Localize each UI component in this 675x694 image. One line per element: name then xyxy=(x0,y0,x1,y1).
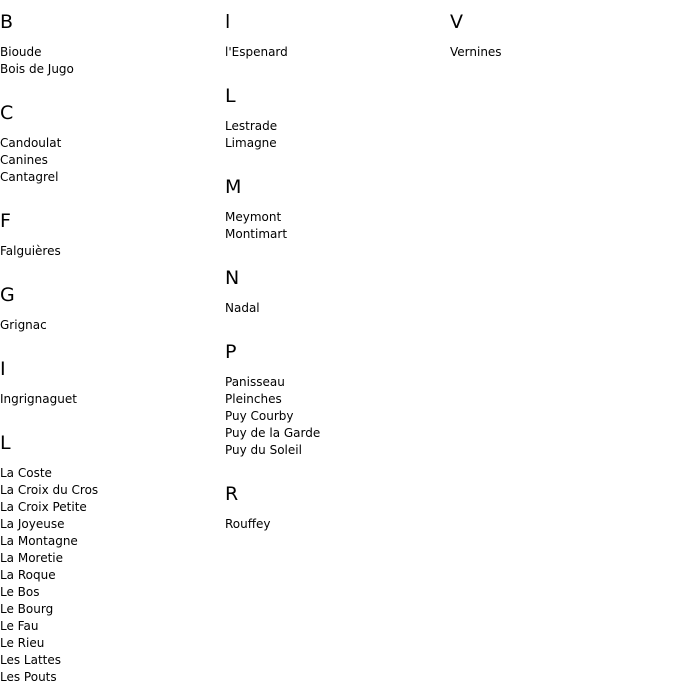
letter-heading: G xyxy=(0,284,15,306)
place-list xyxy=(225,300,450,317)
place-name[interactable]: Vernines xyxy=(450,45,502,59)
letter-heading: P xyxy=(225,341,237,363)
place-name[interactable]: Le Rieu xyxy=(0,636,45,650)
group-spacer xyxy=(0,260,225,281)
place-name[interactable]: La Moretie xyxy=(0,551,64,565)
place-list xyxy=(0,44,225,78)
place-name[interactable]: l'Espenard xyxy=(225,45,288,59)
place-list xyxy=(225,374,450,459)
group-spacer xyxy=(225,152,450,173)
letter-group xyxy=(225,173,450,243)
group-spacer xyxy=(225,61,450,82)
place-list xyxy=(225,44,450,61)
letter-group xyxy=(0,355,225,408)
letter-group xyxy=(0,207,225,260)
place-name[interactable]: Puy du Soleil xyxy=(225,443,302,457)
letter-heading: I xyxy=(0,358,6,380)
place-name[interactable]: La Croix Petite xyxy=(0,500,87,514)
letter-group xyxy=(225,8,450,61)
index-column-2 xyxy=(225,8,450,533)
place-name[interactable]: Rouffey xyxy=(225,517,271,531)
place-name[interactable]: Montimart xyxy=(225,227,288,241)
place-name[interactable]: La Croix du Cros xyxy=(0,483,99,497)
place-name[interactable]: La Roque xyxy=(0,568,56,582)
place-name[interactable]: Pleinches xyxy=(225,392,282,406)
group-spacer xyxy=(225,317,450,338)
group-spacer xyxy=(225,459,450,480)
place-name[interactable]: Meymont xyxy=(225,210,282,224)
letter-group xyxy=(225,338,450,459)
letter-group xyxy=(0,281,225,334)
place-name[interactable]: Grignac xyxy=(0,318,47,332)
place-list xyxy=(225,209,450,243)
place-list xyxy=(0,391,225,408)
place-list xyxy=(0,243,225,260)
place-list xyxy=(0,465,225,686)
letter-group xyxy=(450,8,675,61)
place-name[interactable]: Bois de Jugo xyxy=(0,62,74,76)
place-name[interactable]: Candoulat xyxy=(0,136,62,150)
place-list xyxy=(225,516,450,533)
place-name[interactable]: Limagne xyxy=(225,136,277,150)
letter-heading: N xyxy=(225,267,240,289)
place-name[interactable]: Le Bourg xyxy=(0,602,54,616)
place-name[interactable]: Falguières xyxy=(0,244,61,258)
place-name[interactable]: La Coste xyxy=(0,466,52,480)
letter-heading: B xyxy=(0,11,14,33)
place-list xyxy=(450,44,675,61)
place-name[interactable]: Bioude xyxy=(0,45,42,59)
place-name[interactable]: Le Bos xyxy=(0,585,40,599)
letter-heading: V xyxy=(450,11,463,33)
letter-group xyxy=(225,82,450,152)
place-name[interactable]: Le Fau xyxy=(0,619,39,633)
letter-group xyxy=(0,429,225,686)
place-name[interactable]: Les Lattes xyxy=(0,653,62,667)
place-list xyxy=(225,118,450,152)
place-name[interactable]: Nadal xyxy=(225,301,260,315)
place-name[interactable]: Ingrignaguet xyxy=(0,392,77,406)
letter-heading: L xyxy=(225,85,236,107)
letter-group xyxy=(0,8,225,78)
group-spacer xyxy=(0,186,225,207)
place-list xyxy=(0,135,225,186)
letter-group xyxy=(0,99,225,186)
place-name[interactable]: Lestrade xyxy=(225,119,278,133)
place-name[interactable]: Canines xyxy=(0,153,48,167)
letter-group xyxy=(225,480,450,533)
group-spacer xyxy=(0,408,225,429)
index-column-1 xyxy=(0,8,225,686)
letter-heading: M xyxy=(225,176,242,198)
place-list xyxy=(0,317,225,334)
group-spacer xyxy=(225,243,450,264)
index-column-3 xyxy=(450,8,675,61)
letter-heading: l xyxy=(225,11,231,33)
letter-heading: R xyxy=(225,483,239,505)
place-name[interactable]: La Joyeuse xyxy=(0,517,65,531)
place-name[interactable]: Les Pouts xyxy=(0,670,57,684)
place-name[interactable]: Panisseau xyxy=(225,375,285,389)
letter-heading: C xyxy=(0,102,14,124)
place-name[interactable]: Puy de la Garde xyxy=(225,426,321,440)
letter-group xyxy=(225,264,450,317)
letter-heading: F xyxy=(0,210,11,232)
group-spacer xyxy=(0,78,225,99)
place-name[interactable]: La Montagne xyxy=(0,534,78,548)
group-spacer xyxy=(0,334,225,355)
place-name[interactable]: Puy Courby xyxy=(225,409,294,423)
letter-heading: L xyxy=(0,432,11,454)
place-name[interactable]: Cantagrel xyxy=(0,170,59,184)
